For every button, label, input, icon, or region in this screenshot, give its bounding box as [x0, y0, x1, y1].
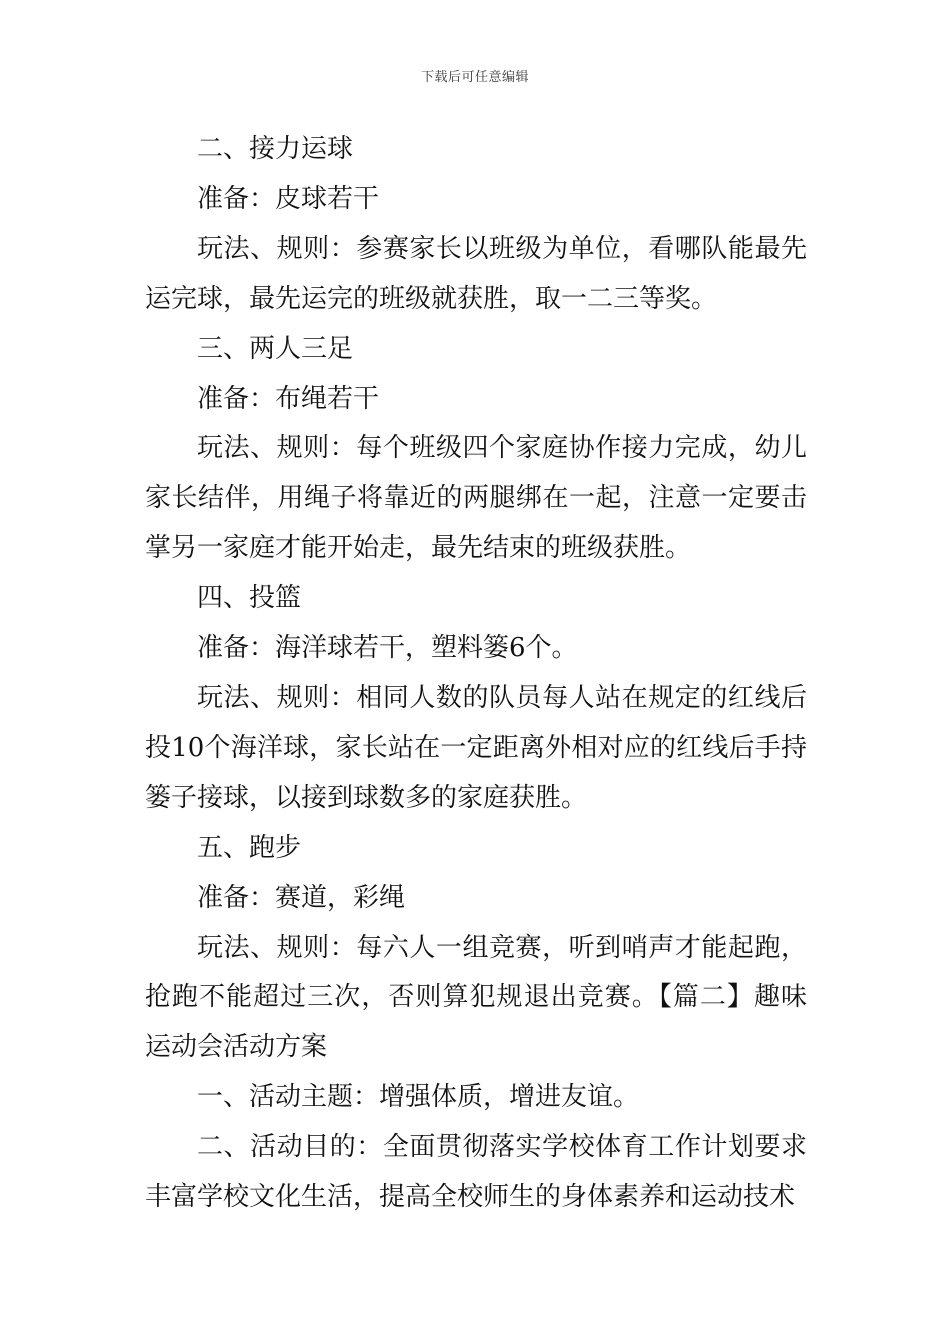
section-heading-basket-toss: 四、投篮 [197, 583, 302, 614]
preparation-text: 准备：赛道，彩绳 [197, 882, 406, 913]
preparation-text: 准备：布绳若干 [197, 383, 380, 414]
rules-text: 玩法、规则：参赛家长以班级为单位，看哪队能最先运完球，最先运完的班级就获胜，取一二三等奖。 [145, 233, 807, 314]
rules-text: 玩法、规则：每六人一组竞赛，听到哨声才能起跑，抢跑不能超过三次，否则算犯规退出竞赛。【篇二】趣味运动会活动方案 [145, 932, 807, 1063]
section-heading-relay-dribble: 二、接力运球 [197, 134, 354, 164]
rules-text: 玩法、规则：每个班级四个家庭协作接力完成，幼儿家长结伴，用绳子将靠近的两腿绑在一起，注意一定要击掌另一家庭才能开始走，最先结束的班级获胜。 [145, 433, 807, 564]
document-body [145, 125, 807, 1223]
section-heading-three-legged: 三、两人三足 [197, 333, 354, 364]
section-heading-running: 五、跑步 [197, 832, 302, 863]
preparation-text: 准备：皮球若干 [197, 183, 380, 214]
activity-theme: 一、活动主题：增强体质，增进友谊。 [197, 1082, 640, 1113]
preparation-text: 准备：海洋球若干，塑料篓6个。 [197, 633, 578, 664]
page-header-note: 下载后可任意编辑 [420, 70, 529, 85]
rules-text: 玩法、规则：相同人数的队员每人站在规定的红线后投10个海洋球，家长站在一定距离外相对应的红线后手持篓子接球，以接到球数多的家庭获胜。 [145, 682, 807, 813]
activity-purpose: 二、活动目的：全面贯彻落实学校体育工作计划要求丰富学校文化生活，提高全校师生的身体素养和运动技术 [145, 1132, 807, 1213]
